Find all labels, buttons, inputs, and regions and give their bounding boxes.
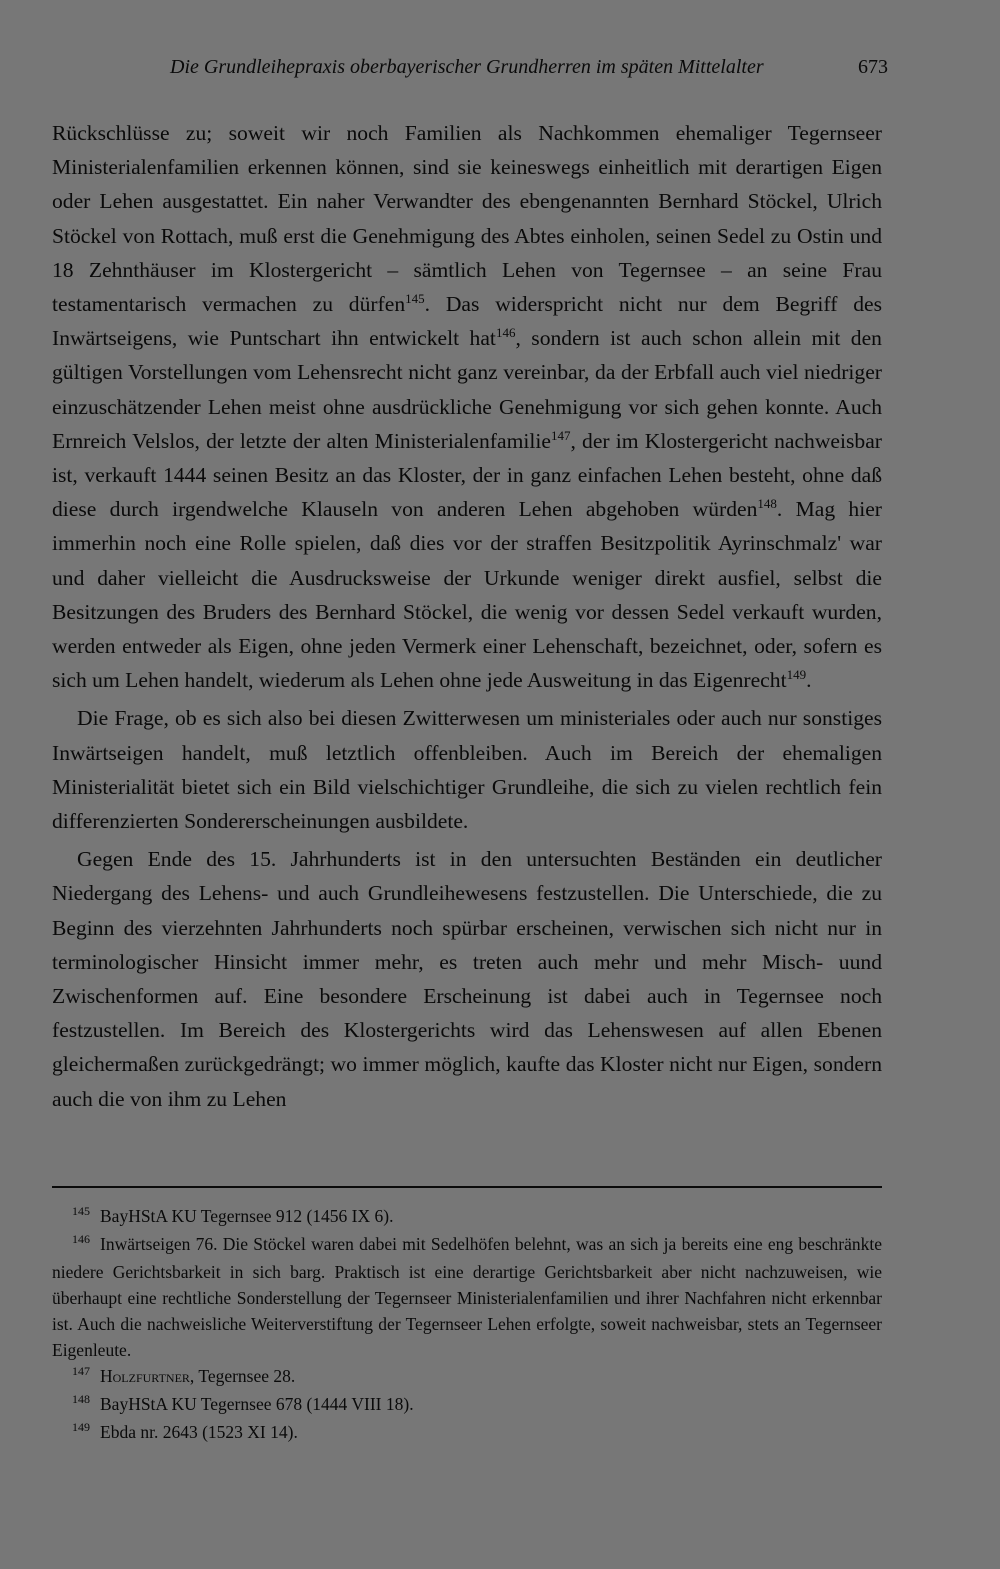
paragraph-1-part-b: . Das widerspricht nicht nur dem Begriff des Inwärtseigens, wie Puntschart ihn entwickelt hat xyxy=(52,292,882,351)
footnote-147 xyxy=(52,1363,882,1391)
paragraph-1-part-e: . Mag hier immerhin noch eine Rolle spielen, daß dies vor der straffen Besitzpolitik Ayrinschmalz' war und daher vielleicht die Ausdrucksweise der Urkunde weniger direkt ausfiel, selbst die Besitzungen des Bruders des Bernhard Stöckel, die wenig vor dessen Sedel verkauft wurden, werden entweder als Eigen, ohne jeden Vermerk einer Lehenschaft, bezeichnet, oder, sofern es sich um Lehen handelt, wiederum als Lehen ohne jede Ausweitung in das Eigenrecht xyxy=(52,497,882,693)
footnote-number: 149 xyxy=(72,1420,90,1434)
footnote-ref-147: 147 xyxy=(550,427,571,443)
running-title: Die Grundleihepraxis oberbayerischer Grundherren im späten Mittelalter xyxy=(170,56,764,78)
page-number: 673 xyxy=(858,56,888,78)
paragraph-1-part-a: Rückschlüsse zu; soweit wir noch Familien als Nachkommen ehemaliger Tegernseer Ministerialenfamilien erkennen können, sind sie keineswegs einheitlich mit derartigen Eigen oder Lehen ausgestattet. Ein naher Verwandter des ebengenannten Bernhard Stöckel, Ulrich Stöckel von Rottach, muß erst die Genehmigung des Abtes einholen, seinen Sedel zu Ostin und 18 Zehnthäuser im Klostergericht – sämtlich Lehen von Tegernsee – an seine Frau testamentarisch vermachen zu dürfen xyxy=(52,121,882,317)
footnote-text: BayHStA KU Tegernsee 912 (1456 IX 6). xyxy=(100,1206,394,1226)
footnote-text: , Tegernsee 28. xyxy=(189,1366,296,1386)
paragraph-1-part-d: , der im Klostergericht nachweisbar ist, verkauft 1444 seinen Besitz an das Kloster, der in ganz einfachen Lehen besteht, ohne daß diese durch irgendwelche Klauseln von anderen Lehen abgehoben würden xyxy=(52,428,882,522)
body-text xyxy=(52,116,882,1116)
footnote-148 xyxy=(52,1391,882,1419)
paragraph-3: Gegen Ende des 15. Jahrhunderts ist in den untersuchten Beständen ein deutlicher Niedergang des Lehens- und auch Grundleihewesens festzustellen. Die Unterschiede, die zu Beginn des vierzehnten Jahrhunderts noch spürbar erscheinen, verwischen sich nicht nur in terminologischer Hinsicht immer mehr, es treten auch mehr und mehr Misch- uund Zwischenformen auf. Eine besondere Erscheinung ist dabei auch in Tegernsee noch festzustellen. Im Bereich des Klostergerichts wird das Lehenswesen auf allen Ebenen gleichermaßen zurückgedrängt; wo immer möglich, kaufte das Kloster nicht nur Eigen, sondern auch die von ihm zu Lehen xyxy=(52,847,882,1111)
footnotes xyxy=(52,1203,882,1447)
footnote-number: 145 xyxy=(72,1204,90,1218)
paragraph-1-part-c: , sondern ist auch schon allein mit den gültigen Vorstellungen vom Lehensrecht nicht ganz vereinbar, da der Erbfall auch viel niedriger einzuschätzender Lehen meist ohne ausdrückliche Genehmigung vor sich gehen konnte. Auch Ernreich Velslos, der letzte der alten Ministerialenfamilie xyxy=(52,326,882,453)
footnote-number: 147 xyxy=(72,1364,90,1378)
footnote-text: BayHStA KU Tegernsee 678 (1444 VIII 18). xyxy=(100,1394,414,1414)
footnote-146 xyxy=(52,1231,882,1363)
footnote-number: 146 xyxy=(72,1232,90,1246)
footnote-divider xyxy=(52,1186,882,1188)
paragraph-1-part-f: . xyxy=(806,668,812,693)
footnote-ref-148: 148 xyxy=(757,496,777,512)
footnote-ref-146: 146 xyxy=(495,325,516,341)
footnote-text: Inwärtseigen 76. Die Stöckel waren dabei mit Sedelhöfen belehnt, was an sich ja bereits eine eng beschränkte niedere Gerichtsbarkeit in sich barg. Praktisch ist eine derartige Gerichtsbarkeit aber nicht nachzuweisen, wie überhaupt eine rechtliche Sonderstellung der Tegernseer Ministerialenfamilien und ihrer Nachfahren nicht erkennbar ist. Auch die nachweisliche Weiterverstiftung der Tegernseer Lehen erfolgte, soweit nachweisbar, stets an Tegernseer Eigenleute. xyxy=(52,1234,882,1360)
paragraph-2: Die Frage, ob es sich also bei diesen Zwitterwesen um ministeriales oder auch nur sonstiges Inwärtseigen handelt, muß letztlich offenbleiben. Auch im Bereich der ehemaligen Ministerialität bietet sich ein Bild vielschichtiger Grundleihe, die sich zu vielen rechtlich fein differenzierten Sondererscheinungen ausbildete. xyxy=(52,706,882,834)
footnote-ref-145: 145 xyxy=(405,291,425,307)
footnote-author: Holzfurtner xyxy=(100,1366,190,1386)
footnote-145 xyxy=(52,1203,882,1231)
footnote-ref-149: 149 xyxy=(786,667,807,683)
footnote-text: Ebda nr. 2643 (1523 XI 14). xyxy=(100,1422,298,1442)
footnote-number: 148 xyxy=(72,1392,90,1406)
paragraph-1 xyxy=(52,116,882,697)
footnote-149 xyxy=(52,1419,882,1447)
